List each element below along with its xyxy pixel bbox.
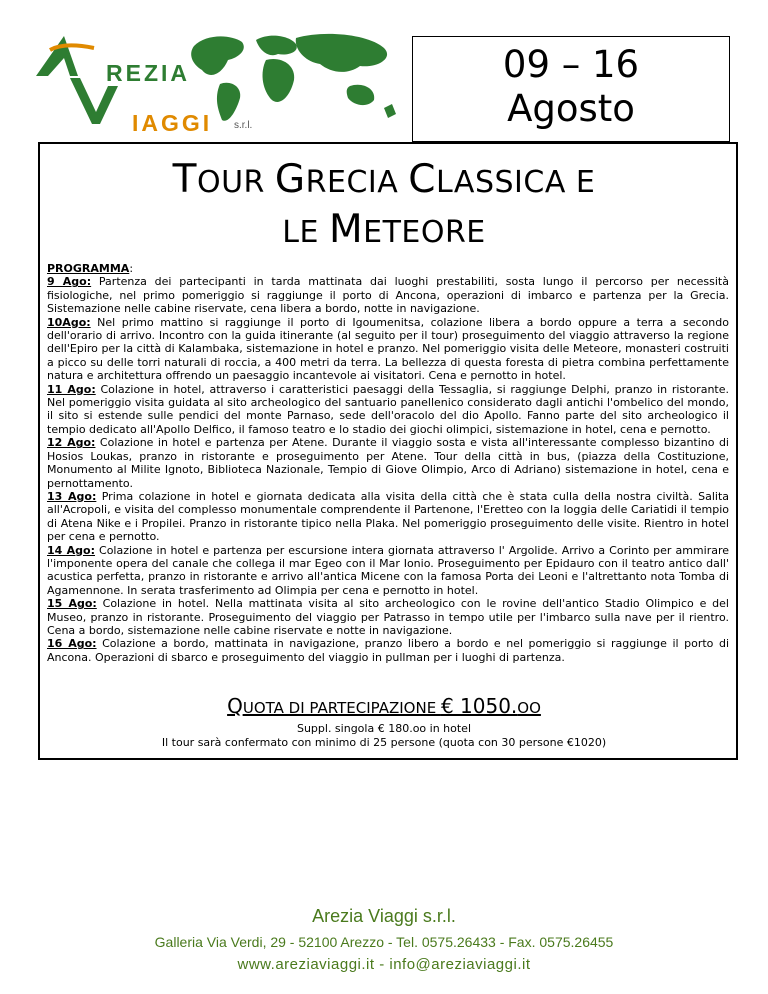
footer-company: Arezia Viaggi s.r.l. [312, 906, 456, 926]
day-item: 16 Ago: Colazione a bordo, mattinata in navigazione, pranzo libero a bordo e nel pomeriggio si raggiunge il porto di Ancona. Operazioni di sbarco e proseguimento del viaggio in pullman per i luoghi di partenza. [47, 637, 730, 664]
tour-title: TOUR GRECIA CLASSICA E LE METEORE [172, 157, 596, 252]
date-box [412, 36, 730, 142]
day-item: 9 Ago: Partenza dei partecipanti in tarda mattinata dai luoghi prestabiliti, sosta lungo il percorso per necessità fisiologiche, nel primo pomeriggio si raggiunge il porto di Ancona, operazioni di imbarco e partenza per la Grecia. Sistemazione nelle cabine riservate, cena libera a bordo, notte in navigazione. [47, 275, 729, 316]
day-item: 11 Ago: Colazione in hotel, attraverso i caratteristici paesaggi della Tessaglia, si raggiunge Delphi, pranzo in ristorante. Nel pomeriggio visita guidata al sito archeologico del santuario panellenico considerato dagli antichi l'ombelico del mondo, il sito si estende sulle pendici del monte Parnaso, sede dell'oracolo del dio Apollo. Fanno parte del sito archeologico il tempio dedicato all'Apollo Delfico, il famoso teatro e lo stadio dei giochi olimpici, sistemazione in hotel, cena e pernotto. [47, 382, 729, 436]
logo-word-arezia: REZIA [106, 60, 190, 86]
day-item: 12 Ago: Colazione in hotel e partenza per Atene. Durante il viaggio sosta e vista all'interessante complesso bizantino di Hosios Loukas, pranzo in ristorante e proseguimento per Atene. Tour della città in bus, (piazza della Costituzione, Monumento al Milite Ignoto, Biblioteca Nazionale, Tempio di Giove Olimpio, Arco di Adriano) sistemazione in hotel, cena e pernottamento. [47, 436, 729, 490]
program-text [47, 262, 729, 664]
company-logo [34, 28, 414, 136]
day-item: 14 Ago: Colazione in hotel e partenza per escursione intera giornata attraverso l' Argolide. Arrivo a Corinto per ammirare l'imponente opera del canale che collega il mar Egeo con il Mar Ionio. Proseguimento per Epidauro con il teatro antico dall' acustica perfetta, pranzo in ristorante e arrivo all'antica Micene con la famosa Porta dei Leoni e l'altrettanto nota Tomba di Agamennone. In serata trasferimento ad Olimpia per cena e pernotto in hotel. [47, 543, 730, 597]
day-item: 10Ago: Nel primo mattino si raggiunge il porto di Igoumenitsa, colazione libera a bordo oppure a terra a secondo dell'orario di arrivo. Incontro con la guida itinerante (al seguito per il tour) proseguimento del viaggio attraverso la regione dell'Epiro per la città di Kalambaka, sistemazione in hotel e pranzo. Nel pomeriggio visita delle Meteore, monasteri costruiti a picco su delle torri naturali di roccia, a 400 metri da terra. La bellezza di questa foresta di pietra combina perfettamente natura e architettura offrendo un paesaggio incantevole ai visitatori. Cena e pernotto in hotel. [47, 315, 729, 383]
single-supplement: Suppl. singola € 180.oo in hotel [296, 722, 472, 735]
program-heading: PROGRAMMA: [47, 262, 134, 275]
date-range: 09 – 16 [502, 43, 640, 86]
logo-word-viaggi: IAGGI [132, 110, 213, 136]
date-month: Agosto [507, 87, 635, 130]
logo-srl: s.r.l. [234, 120, 253, 131]
minimum-participants-note: Il tour sarà confermato con minimo di 25 persone (quota con 30 persone €1020) [161, 736, 607, 749]
day-item: 13 Ago: Prima colazione in hotel e giornata dedicata alla visita della città che è stata culla della nostra civiltà. Salita all'Acropoli, e visita del complesso monumentale comprendente il Partenone, l'Eretteo con la loggia delle Cariatidi il tempio di Atena Nike e i Propilei. Pranzo in ristorante tipico nella Plaka. Nel pomeriggio proseguimento delle visite. Rientro in hotel per cena e pernotto. [47, 489, 729, 544]
day-item: 15 Ago: Colazione in hotel. Nella mattinata visita al sito archeologico con le rovine dell'antico Stadio Olimpico e del Museo, pranzo in ristorante. Proseguimento del viaggio per Patrasso in tempo utile per l'imbarco sulla nave per il rientro. Cena a bordo, sistemazione nelle cabine riservate e notte in navigazione. [47, 597, 729, 637]
footer-address: Galleria Via Verdi, 29 - 52100 Arezzo - Tel. 0575.26433 - Fax. 0575.26455 [154, 934, 614, 950]
footer-contacts: www.areziaviaggi.it - info@areziaviaggi.it [237, 956, 531, 973]
price-line: QUOTA DI PARTECIPAZIONE € 1050.OO [227, 694, 541, 718]
logo-graphic-icon [34, 28, 414, 128]
